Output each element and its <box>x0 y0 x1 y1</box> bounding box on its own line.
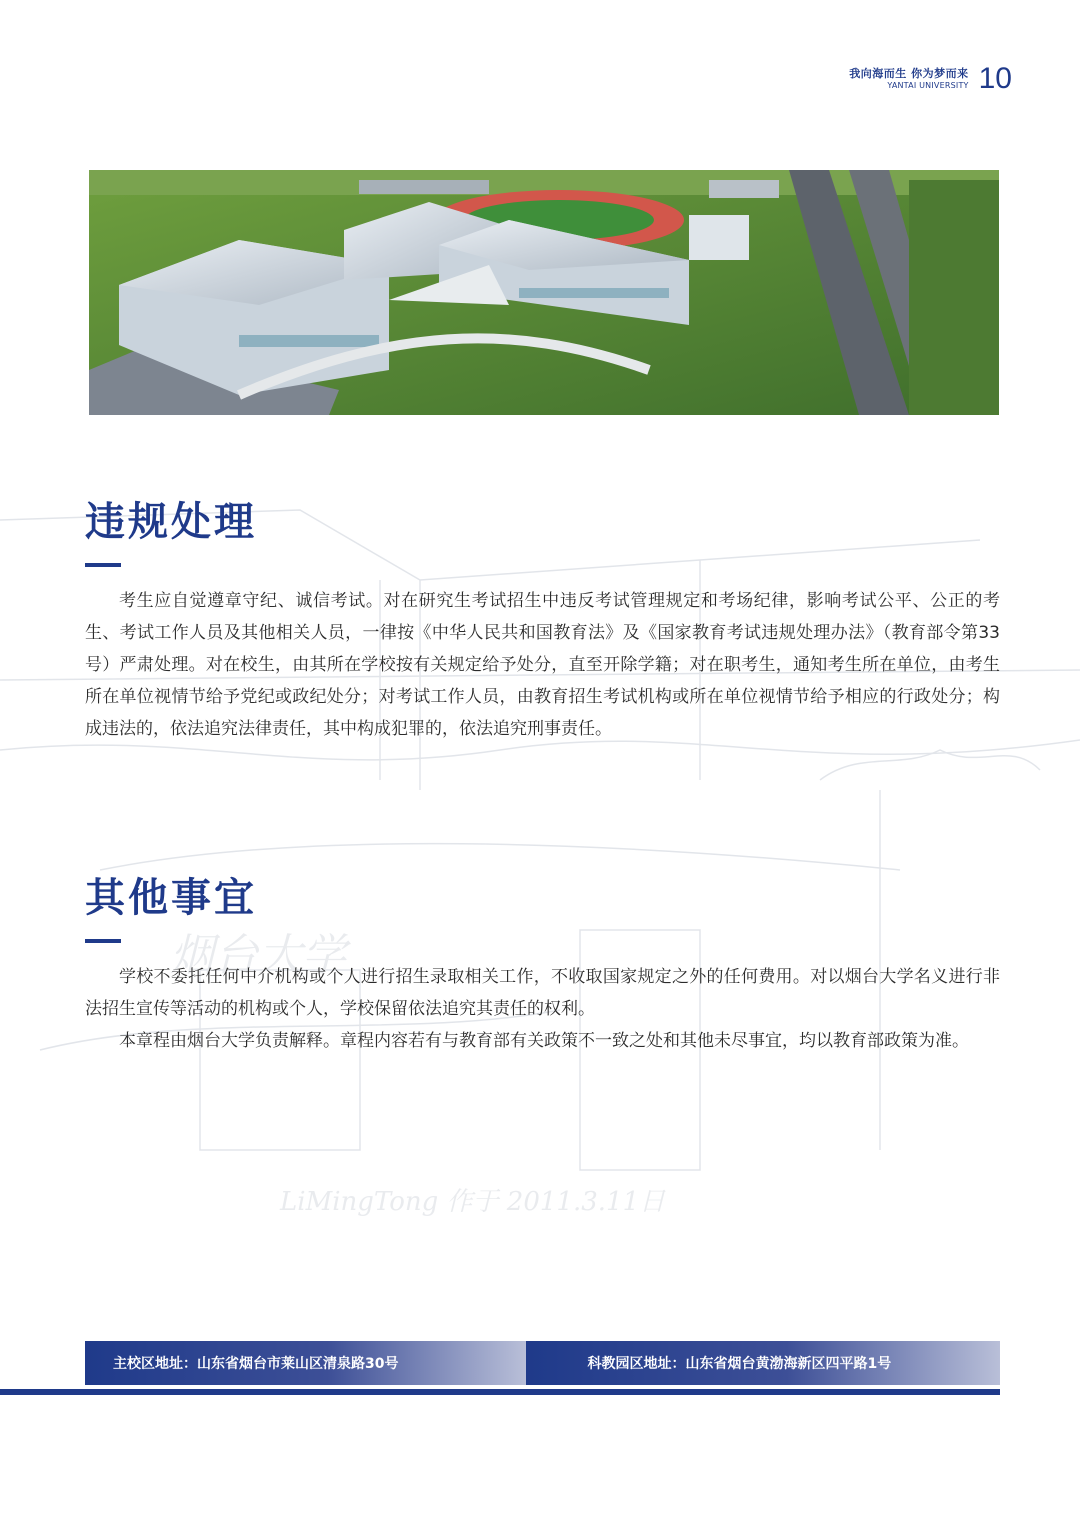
header-text <box>849 68 968 90</box>
section-body <box>85 961 1000 1057</box>
main-campus-address: 主校区地址：山东省烟台市莱山区清泉路30号 <box>85 1341 526 1385</box>
section-other-matters <box>85 875 1000 1057</box>
artist-signature: LiMingTong 作于 2011.3.11日 <box>280 1187 666 1217</box>
section-violations <box>85 499 1000 745</box>
page-number: 10 <box>978 62 1012 95</box>
science-park-address: 科教园区地址：山东省烟台黄渤海新区四平路1号 <box>526 1341 1001 1385</box>
section-body <box>85 585 1000 745</box>
page-header <box>849 62 1012 96</box>
slogan: 我向海而生 你为梦而来 <box>849 67 969 80</box>
paragraph: 学校不委托任何中介机构或个人进行招生录取相关工作，不收取国家规定之外的任何费用。对以烟台大学名义进行非法招生宣传等活动的机构或个人，学校保留依法追究其责任的权利。 <box>85 967 1000 1019</box>
footer-rule <box>0 1389 1000 1395</box>
campus-aerial-photo <box>89 170 999 415</box>
section-title-violations: 违规处理 <box>85 499 257 545</box>
paragraph: 本章程由烟台大学负责解释。章程内容若有与教育部有关政策不一致之处和其他未尽事宜，均以教育部政策为准。 <box>119 1031 969 1051</box>
campus-aerial-illustration <box>89 170 999 415</box>
section-title-other-matters: 其他事宜 <box>85 875 257 921</box>
paragraph: 考生应自觉遵章守纪、诚信考试。对在研究生考试招生中违反考试管理规定和考场纪律，影响考试公平、公正的考生、考试工作人员及其他相关人员，一律按《中华人民共和国教育法》及《国家教育考试违规处理办法》（教育部令第33号）严肃处理。对在校生，由其所在学校按有关规定给予处分，直至开除学籍；对在职考生，通知考生所在单位，由考生所在单位视情节给予党纪或政纪处分；对考试工作人员，由教育招生考试机构或所在单位视情节给予相应的行政处分；构成违法的，依法追究法律责任，其中构成犯罪的，依法追究刑事责任。 <box>85 591 1000 739</box>
title-underline <box>85 939 121 943</box>
title-underline <box>85 563 121 567</box>
university-name: YANTAI UNIVERSITY <box>887 81 969 90</box>
address-footer <box>85 1341 1000 1385</box>
calligraphy-watermark: 烟台大学 <box>170 930 346 981</box>
